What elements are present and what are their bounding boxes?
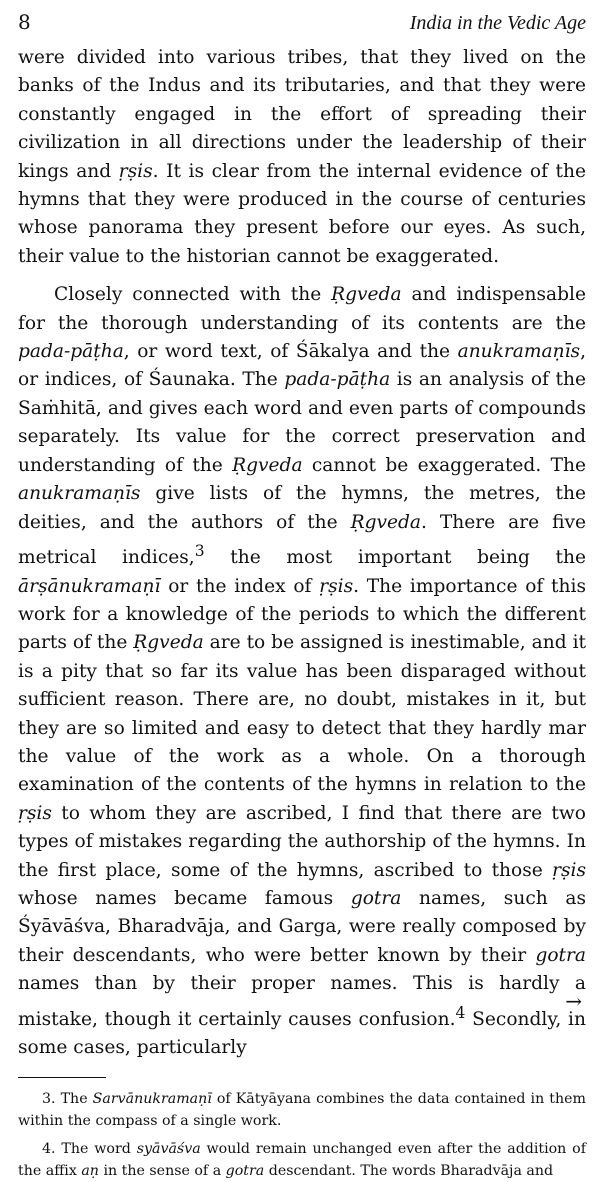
text-segment-italic: gotra <box>225 1162 265 1179</box>
text-segment-italic: Sarvānukramaṇī <box>92 1090 212 1107</box>
text-segment-italic: aṇ <box>81 1162 99 1179</box>
footnote-ref-4[interactable]: 4 <box>455 1003 466 1022</box>
text-segment: . It is clear from the internal evidence of the hymns that they were produced in the course of centuries whose panorama they present before our eyes. As such, their value to the historian cannot be exaggerated. <box>18 160 586 267</box>
footnote-4 <box>18 1138 586 1182</box>
text-segment-italic: pada-pāṭha <box>18 341 124 363</box>
text-segment: names than by their proper names. This is hardly a mistake, though it certainly causes confusion. <box>18 973 586 1030</box>
text-segment: names, such as Śyāvāśva, Bharadvāja, and Garga, were really composed by their descendants, who were better known by their <box>18 887 586 966</box>
text-segment: descendant. The words Bharadvāja and <box>264 1162 554 1179</box>
text-segment: to whom they are ascribed, I find that there are two types of mistakes regarding the authorship of the hymns. In the first place, some of the hymns, ascribed to those <box>18 802 586 881</box>
text-segment-italic: Ṛgveda <box>331 284 402 306</box>
paragraph-continued <box>18 44 586 271</box>
footnote-ref-3[interactable]: 3 <box>194 541 205 560</box>
text-segment-italic: ṛṣis <box>118 160 153 182</box>
text-segment: 4. The word <box>42 1140 137 1157</box>
text-segment: give lists of the hymns, the metres, the deities, and the authors of the <box>18 483 586 533</box>
text-segment-italic: anukramaṇīs <box>18 483 141 505</box>
text-segment: and indispensable for the thorough understanding of its contents are the <box>18 284 586 334</box>
text-segment: the most important being the <box>204 547 586 569</box>
text-segment-italic: Ṛgveda <box>350 511 422 533</box>
text-segment-italic: ārṣānukramaṇī <box>18 575 161 597</box>
text-segment: of Kātyāyana combines the data contained in them within the compass of a single work. <box>18 1090 586 1129</box>
text-segment-italic: gotra <box>535 944 586 966</box>
footnotes <box>18 1088 586 1182</box>
text-segment-italic: ṛṣis <box>552 859 586 881</box>
text-segment: . The importance of this work for a knowledge of the periods to which the different parts of the <box>18 575 586 654</box>
paragraph-rgveda-indices <box>18 281 586 1062</box>
text-segment: in the sense of a <box>98 1162 226 1179</box>
text-segment-italic: Ṛgveda <box>232 454 303 476</box>
text-segment-italic: ṛṣis <box>18 802 52 824</box>
text-segment: Closely connected with the <box>54 284 332 306</box>
text-segment: are to be assigned is inestimable, and it is a pity that so far its value has been disparaged without sufficient reason. There are, no doubt, mistakes in it, but they are so limited and easy to detect that they hardly mar the value of the work as a whole. On a thorough examination of the contents of the hymns in relation to the <box>18 632 586 796</box>
running-title: India in the Vedic Age <box>409 12 586 34</box>
text-segment: , or word text, of Śākalya and the <box>123 341 458 363</box>
text-segment: or the index of <box>160 575 320 597</box>
footnote-3 <box>18 1088 586 1132</box>
text-segment: . There are five metrical indices, <box>18 511 586 569</box>
text-segment: Secondly, in some cases, particularly <box>18 1008 586 1059</box>
text-segment-italic: gotra <box>350 887 402 909</box>
text-segment-italic: syāvāśva <box>136 1140 201 1157</box>
text-segment: cannot be exaggerated. The <box>302 454 586 476</box>
text-segment: is an analysis of the Saṁhitā, and gives each word and even parts of compounds separately. Its value for the correct preservation and understanding of the <box>18 369 586 476</box>
text-segment-italic: ṛṣis <box>319 575 354 597</box>
text-segment: 3. The <box>42 1090 93 1107</box>
text-segment-italic: Ṛgveda <box>133 632 204 654</box>
page-header <box>18 10 586 44</box>
page-number: 8 <box>18 10 31 34</box>
footnote-divider <box>18 1077 106 1078</box>
text-segment: whose names became famous <box>18 887 351 909</box>
text-segment: would remain unchanged even after the addition of the affix <box>18 1140 586 1179</box>
text-segment-italic: anukramaṇīs <box>457 341 581 363</box>
text-segment-italic: pada-pāṭha <box>284 369 391 391</box>
body-text <box>18 44 586 1063</box>
text-segment: were divided into various tribes, that they lived on the banks of the Indus and its tributaries, and that they were constantly engaged in the effort of spreading their civilization in all directions under the leadership of their kings and <box>18 47 586 182</box>
right-arrow-icon: → <box>565 989 582 1013</box>
text-segment: , or indices, of Śaunaka. The <box>18 341 586 391</box>
